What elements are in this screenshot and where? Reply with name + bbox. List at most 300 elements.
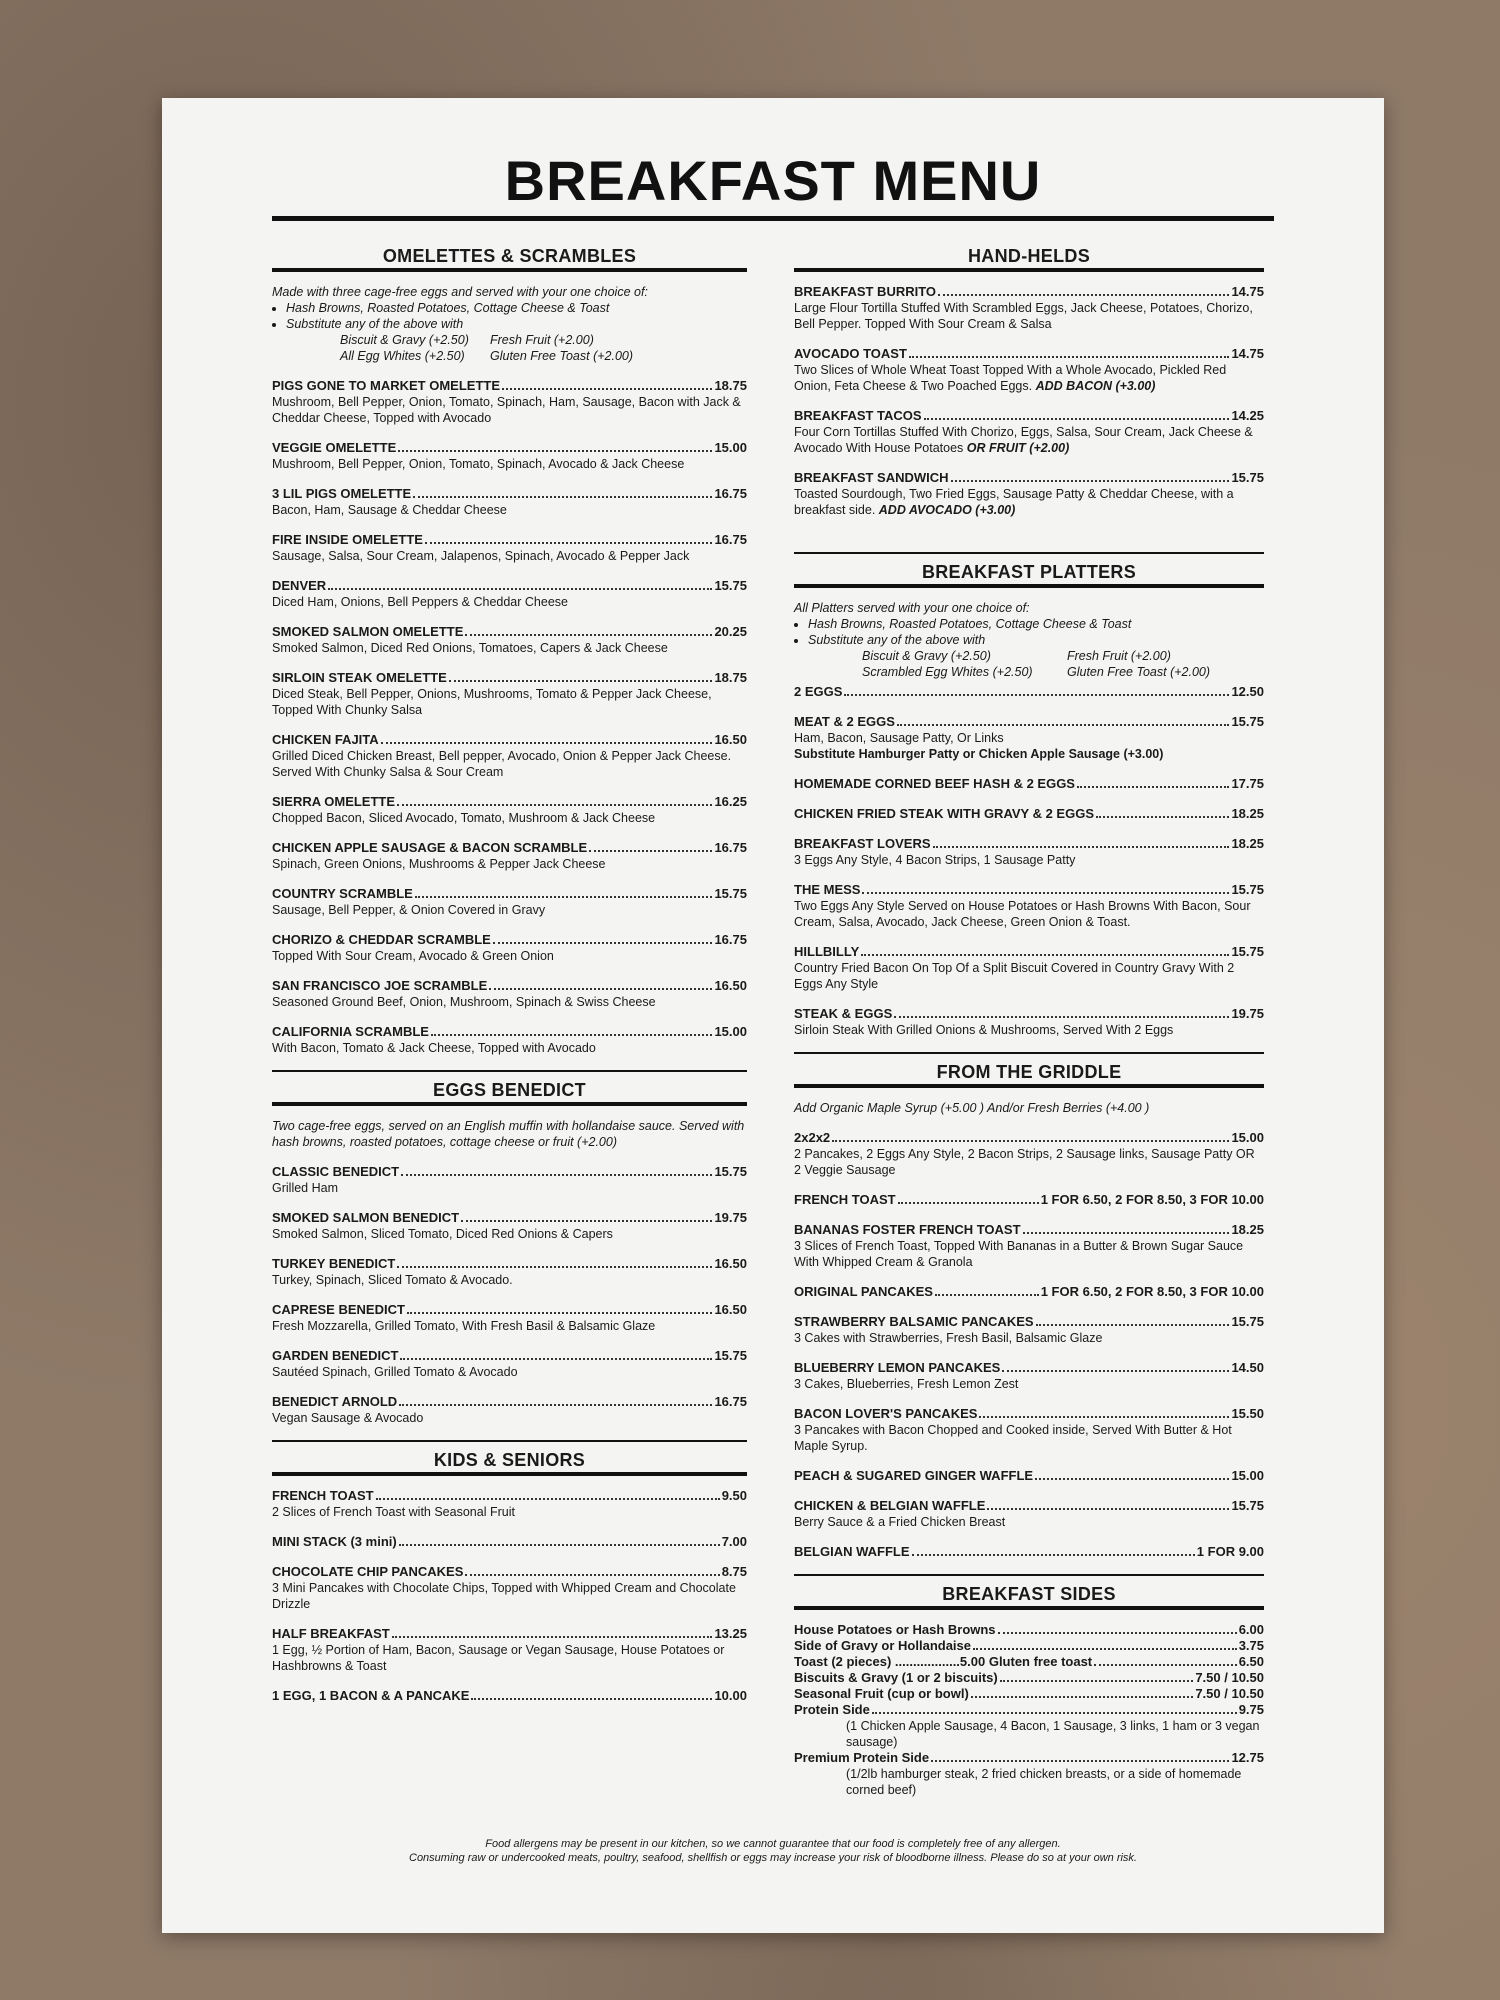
item-name: Toast (2 pieces) ..................5.00 Gluten free toast <box>794 1654 1093 1669</box>
item-name: SIERRA OMELETTE <box>272 794 396 809</box>
item-description-text: Four Corn Tortillas Stuffed With Chorizo, Eggs, Salsa, Sour Cream, Jack Cheese & Avocado With House Potatoes <box>794 425 1253 455</box>
item-name: FRENCH TOAST <box>794 1192 896 1207</box>
item-price: 16.75 <box>714 1394 747 1409</box>
menu-item <box>272 1210 747 1242</box>
griddle-note: Add Organic Maple Syrup (+5.00 ) And/or Fresh Berries (+4.00 ) <box>794 1101 1150 1115</box>
section-heading: BREAKFAST PLATTERS <box>794 552 1264 588</box>
item-name: BREAKFAST SANDWICH <box>794 470 949 485</box>
menu-item <box>272 1626 747 1674</box>
benedict-note: Two cage-free eggs, served on an English muffin with hollandaise sauce. Served with hash browns, roasted potatoes, cottage cheese or fruit (+2.00) <box>272 1119 745 1149</box>
item-name: CHICKEN FAJITA <box>272 732 379 747</box>
dot-leader <box>425 532 712 544</box>
item-description-text: Sirloin Steak With Grilled Onions & Mushrooms, Served With 2 Eggs <box>794 1023 1174 1037</box>
item-header <box>272 486 747 502</box>
item-name: VEGGIE OMELETTE <box>272 440 397 455</box>
item-name: FRENCH TOAST <box>272 1488 374 1503</box>
dot-leader <box>461 1210 712 1222</box>
item-header <box>794 1130 1264 1146</box>
item-description-text: Smoked Salmon, Diced Red Onions, Tomatoes, Capers & Jack Cheese <box>272 641 668 655</box>
item-price: 16.75 <box>714 932 747 947</box>
dot-leader <box>449 670 713 682</box>
dot-leader <box>431 1024 713 1036</box>
item-description <box>272 502 747 518</box>
item-description-text: Spinach, Green Onions, Mushrooms & Pepper Jack Cheese <box>272 857 606 871</box>
section-heading: FROM THE GRIDDLE <box>794 1052 1264 1088</box>
menu-item <box>272 840 747 872</box>
right-column <box>794 238 1264 1798</box>
item-description <box>272 1040 747 1056</box>
item-name: CHICKEN APPLE SAUSAGE & BACON SCRAMBLE <box>272 840 588 855</box>
dot-leader <box>862 882 1229 894</box>
item-description-text: Diced Steak, Bell Pepper, Onions, Mushrooms, Tomato & Pepper Jack Cheese, Topped With Chunky Salsa <box>272 687 712 717</box>
item-header <box>794 1544 1264 1560</box>
item-header <box>794 714 1264 730</box>
item-price: 15.00 <box>714 440 747 455</box>
menu-item <box>794 1406 1264 1454</box>
item-header <box>272 1394 747 1410</box>
menu-item <box>794 684 1264 700</box>
item-description-text: Fresh Mozzarella, Grilled Tomato, With Fresh Basil & Balsamic Glaze <box>272 1319 656 1333</box>
dot-leader <box>399 1394 712 1406</box>
item-price: 16.50 <box>714 1256 747 1271</box>
item-price: 12.50 <box>1231 684 1264 699</box>
dot-leader <box>861 944 1229 956</box>
item-price: 20.25 <box>714 624 747 639</box>
item-description <box>272 810 747 826</box>
item-header <box>272 732 747 748</box>
menu-item <box>794 470 1264 518</box>
item-price: 6.50 <box>1238 1654 1264 1669</box>
item-description <box>794 1238 1264 1270</box>
item-price: 1 FOR 6.50, 2 FOR 8.50, 3 FOR 10.00 <box>1040 1192 1264 1207</box>
item-price: 15.75 <box>1231 1314 1264 1329</box>
item-header <box>794 1406 1264 1422</box>
menu-item <box>794 408 1264 456</box>
item-description <box>794 300 1264 332</box>
dot-leader <box>407 1302 713 1314</box>
item-header <box>794 1622 1264 1638</box>
item-price: 15.75 <box>1231 470 1264 485</box>
item-header <box>272 440 747 456</box>
dot-leader <box>912 1544 1195 1556</box>
dot-leader <box>589 840 712 852</box>
item-header <box>272 1626 747 1642</box>
item-price: 12.75 <box>1231 1750 1264 1765</box>
item-name: BREAKFAST BURRITO <box>794 284 937 299</box>
menu-item <box>794 1360 1264 1392</box>
item-header <box>794 470 1264 486</box>
item-description-text: Large Flour Tortilla Stuffed With Scrambled Eggs, Jack Cheese, Potatoes, Chorizo, Bell Pepper. Topped With Sour Cream & Salsa <box>794 301 1253 331</box>
menu-item <box>272 378 747 426</box>
item-name: PEACH & SUGARED GINGER WAFFLE <box>794 1468 1034 1483</box>
item-header <box>272 624 747 640</box>
item-description-text: (1 Chicken Apple Sausage, 4 Bacon, 1 Sausage, 3 links, 1 ham or 3 vegan sausage) <box>846 1719 1260 1749</box>
item-description <box>272 1410 747 1426</box>
dot-leader <box>400 1348 712 1360</box>
item-header <box>794 1702 1264 1718</box>
allergen-footer <box>162 1837 1384 1865</box>
dot-leader <box>898 1192 1039 1204</box>
item-price: 16.50 <box>714 1302 747 1317</box>
item-price: 7.00 <box>721 1534 747 1549</box>
item-addon: ADD AVOCADO (+3.00) <box>878 503 1016 517</box>
dot-leader <box>328 578 712 590</box>
footer-line: Food allergens may be present in our kitchen, so we cannot guarantee that our food is completely free of any allergen. <box>485 1838 1061 1850</box>
item-price: 15.75 <box>1231 944 1264 959</box>
item-name: Biscuits & Gravy (1 or 2 biscuits) <box>794 1670 998 1685</box>
menu-item <box>794 1686 1264 1702</box>
item-description <box>272 856 747 872</box>
menu-item <box>794 1622 1264 1638</box>
item-description-text: 1 Egg, ½ Portion of Ham, Bacon, Sausage or Vegan Sausage, House Potatoes or Hashbrowns & Toast <box>272 1643 725 1673</box>
menu-item <box>794 284 1264 332</box>
item-description <box>794 362 1264 394</box>
menu-item <box>794 806 1264 822</box>
item-description-text: Ham, Bacon, Sausage Patty, Or Links <box>794 731 1004 745</box>
dot-leader <box>1000 1670 1194 1682</box>
item-name: COUNTRY SCRAMBLE <box>272 886 413 901</box>
item-description <box>794 1022 1264 1038</box>
item-description-text: 2 Pancakes, 2 Eggs Any Style, 2 Bacon Strips, 2 Sausage links, Sausage Patty OR 2 Veggie Sausage <box>794 1147 1255 1177</box>
item-addon: Substitute Hamburger Patty or Chicken Apple Sausage (+3.00) <box>794 747 1164 761</box>
item-description-text: Topped With Sour Cream, Avocado & Green Onion <box>272 949 554 963</box>
note-bullets <box>794 616 1264 648</box>
item-price: 16.75 <box>714 532 747 547</box>
item-header <box>794 1498 1264 1514</box>
menu-item <box>794 714 1264 762</box>
menu-item <box>794 1222 1264 1270</box>
item-description <box>794 730 1264 762</box>
item-price: 16.75 <box>714 840 747 855</box>
item-header <box>794 284 1264 300</box>
item-header <box>794 684 1264 700</box>
item-header <box>272 1688 747 1704</box>
dot-leader <box>933 836 1230 848</box>
item-description <box>272 548 747 564</box>
item-header <box>794 1360 1264 1376</box>
item-name: SAN FRANCISCO JOE SCRAMBLE <box>272 978 488 993</box>
item-name: HOMEMADE CORNED BEEF HASH & 2 EGGS <box>794 776 1075 791</box>
item-header <box>794 806 1264 822</box>
item-price: 10.00 <box>714 1688 747 1703</box>
item-description-text: Berry Sauce & a Fried Chicken Breast <box>794 1515 1006 1529</box>
item-price: 15.00 <box>1231 1468 1264 1483</box>
griddle-list <box>794 1130 1264 1560</box>
item-description-text: Sausage, Salsa, Sour Cream, Jalapenos, Spinach, Avocado & Pepper Jack <box>272 549 690 563</box>
dot-leader <box>502 378 712 390</box>
sides-list <box>794 1622 1264 1798</box>
dot-leader <box>909 346 1230 358</box>
item-name: GARDEN BENEDICT <box>272 1348 399 1363</box>
item-header <box>794 1314 1264 1330</box>
item-header <box>272 1564 747 1580</box>
item-name: BREAKFAST LOVERS <box>794 836 931 851</box>
item-header <box>794 1222 1264 1238</box>
item-price: 14.25 <box>1231 408 1264 423</box>
item-header <box>794 836 1264 852</box>
item-name: BELGIAN WAFFLE <box>794 1544 910 1559</box>
item-description-text: 3 Eggs Any Style, 4 Bacon Strips, 1 Sausage Patty <box>794 853 1076 867</box>
note-intro: Made with three cage-free eggs and served with your one choice of: <box>272 285 648 299</box>
item-price: 7.50 / 10.50 <box>1195 1686 1264 1701</box>
substitute-options <box>794 648 1264 680</box>
dot-leader <box>931 1750 1229 1762</box>
item-name: SIRLOIN STEAK OMELETTE <box>272 670 447 685</box>
item-price: 1 FOR 6.50, 2 FOR 8.50, 3 FOR 10.00 <box>1040 1284 1264 1299</box>
item-name: CALIFORNIA SCRAMBLE <box>272 1024 429 1039</box>
item-header <box>794 1638 1264 1654</box>
menu-item <box>794 1006 1264 1038</box>
item-description-text: 3 Slices of French Toast, Topped With Bananas in a Butter & Brown Sugar Sauce With Whipped Cream & Granola <box>794 1239 1244 1269</box>
note-intro: All Platters served with your one choice of: <box>794 601 1030 615</box>
menu-item <box>794 882 1264 930</box>
menu-item <box>272 1348 747 1380</box>
dot-leader <box>973 1638 1237 1650</box>
item-description-text: 3 Pancakes with Bacon Chopped and Cooked inside, Served With Butter & Hot Maple Syrup. <box>794 1423 1232 1453</box>
item-header <box>272 1488 747 1504</box>
item-header <box>794 1670 1264 1686</box>
item-name: THE MESS <box>794 882 861 897</box>
item-description <box>794 424 1264 456</box>
dot-leader <box>924 408 1230 420</box>
item-description <box>272 1642 747 1674</box>
item-description-text: Turkey, Spinach, Sliced Tomato & Avocado. <box>272 1273 513 1287</box>
menu-item <box>272 1302 747 1334</box>
item-name: HALF BREAKFAST <box>272 1626 390 1641</box>
item-description <box>272 686 747 718</box>
item-name: CHOCOLATE CHIP PANCAKES <box>272 1564 464 1579</box>
menu-item <box>794 1544 1264 1560</box>
sub-option: Biscuit & Gravy (+2.50) <box>862 649 991 663</box>
item-price: 15.75 <box>714 578 747 593</box>
item-description <box>272 1580 747 1612</box>
menu-item <box>272 1024 747 1056</box>
item-price: 6.00 <box>1238 1622 1264 1637</box>
menu-item <box>794 1192 1264 1208</box>
item-price: 16.25 <box>714 794 747 809</box>
dot-leader <box>392 1626 713 1638</box>
item-price: 18.25 <box>1231 806 1264 821</box>
section-heading: OMELETTES & SCRAMBLES <box>272 238 747 272</box>
item-name: MEAT & 2 EGGS <box>794 714 895 729</box>
item-description-text: 3 Cakes, Blueberries, Fresh Lemon Zest <box>794 1377 1019 1391</box>
item-name: BANANAS FOSTER FRENCH TOAST <box>794 1222 1021 1237</box>
item-name: AVOCADO TOAST <box>794 346 907 361</box>
item-name: Seasonal Fruit (cup or bowl) <box>794 1686 969 1701</box>
item-price: 7.50 / 10.50 <box>1195 1670 1264 1685</box>
dot-leader <box>381 732 713 744</box>
footer-line: Consuming raw or undercooked meats, poultry, seafood, shellfish or eggs may increase your risk of bloodborne illness. Please do so at your own risk. <box>409 1852 1137 1864</box>
item-price: 13.25 <box>714 1626 747 1641</box>
item-description <box>272 394 747 426</box>
item-description <box>272 748 747 780</box>
dot-leader <box>376 1488 720 1500</box>
item-description <box>794 1146 1264 1178</box>
item-description <box>794 898 1264 930</box>
item-price: 15.75 <box>714 1164 747 1179</box>
item-description-text: With Bacon, Tomato & Jack Cheese, Topped with Avocado <box>272 1041 596 1055</box>
item-description <box>794 486 1264 518</box>
dot-leader <box>1035 1468 1229 1480</box>
item-price: 15.75 <box>1231 1498 1264 1513</box>
item-header <box>272 794 747 810</box>
dot-leader <box>398 440 712 452</box>
item-description <box>272 1272 747 1288</box>
item-price: 14.75 <box>1231 346 1264 361</box>
dot-leader <box>1096 806 1229 818</box>
item-price: 15.50 <box>1231 1406 1264 1421</box>
item-description-text: (1/2lb hamburger steak, 2 fried chicken breasts, or a side of homemade corned beef) <box>846 1767 1242 1797</box>
item-header <box>794 1468 1264 1484</box>
menu-item <box>272 1256 747 1288</box>
dot-leader <box>489 978 712 990</box>
menu-item <box>794 1468 1264 1484</box>
dot-leader <box>1036 1314 1230 1326</box>
item-description <box>272 640 747 656</box>
dot-leader <box>465 624 712 636</box>
item-description-text: Grilled Diced Chicken Breast, Bell pepper, Avocado, Onion & Pepper Jack Cheese. Served With Chunky Salsa & Sour Cream <box>272 749 732 779</box>
item-name: STRAWBERRY BALSAMIC PANCAKES <box>794 1314 1034 1329</box>
item-header <box>272 578 747 594</box>
item-name: SMOKED SALMON OMELETTE <box>272 624 464 639</box>
item-price: 16.50 <box>714 978 747 993</box>
menu-item <box>272 932 747 964</box>
section-heading: EGGS BENEDICT <box>272 1070 747 1106</box>
item-header <box>794 1006 1264 1022</box>
item-description-text: Sausage, Bell Pepper, & Onion Covered in Gravy <box>272 903 546 917</box>
item-header <box>794 944 1264 960</box>
item-description <box>794 1422 1264 1454</box>
item-description <box>272 594 747 610</box>
item-price: 19.75 <box>714 1210 747 1225</box>
item-description-text: Vegan Sausage & Avocado <box>272 1411 424 1425</box>
item-description-text: Grilled Ham <box>272 1181 338 1195</box>
item-price: 14.50 <box>1231 1360 1264 1375</box>
item-name: CLASSIC BENEDICT <box>272 1164 400 1179</box>
menu-item <box>794 1498 1264 1530</box>
item-name: Premium Protein Side <box>794 1750 930 1765</box>
item-price: 15.00 <box>1231 1130 1264 1145</box>
item-description-text: Diced Ham, Onions, Bell Peppers & Cheddar Cheese <box>272 595 568 609</box>
menu-title: BREAKFAST MENU <box>504 149 1042 212</box>
item-price: 14.75 <box>1231 284 1264 299</box>
item-header <box>794 1654 1264 1670</box>
menu-sheet <box>162 98 1384 1933</box>
item-name: BENEDICT ARNOLD <box>272 1394 398 1409</box>
item-header <box>272 1302 747 1318</box>
menu-item <box>794 1284 1264 1300</box>
menu-item <box>272 1164 747 1196</box>
item-price: 3.75 <box>1238 1638 1264 1653</box>
item-header <box>272 378 747 394</box>
dot-leader <box>397 1256 712 1268</box>
menu-item <box>272 1488 747 1520</box>
menu-item <box>272 1564 747 1612</box>
item-addon: ADD BACON (+3.00) <box>1035 379 1156 393</box>
item-description-text: Smoked Salmon, Sliced Tomato, Diced Red Onions & Capers <box>272 1227 613 1241</box>
item-name: CAPRESE BENEDICT <box>272 1302 405 1317</box>
menu-item <box>794 836 1264 868</box>
menu-item <box>794 1670 1264 1686</box>
item-name: SMOKED SALMON BENEDICT <box>272 1210 460 1225</box>
dot-leader <box>401 1164 712 1176</box>
item-name: CHORIZO & CHEDDAR SCRAMBLE <box>272 932 491 947</box>
kids-list <box>272 1488 747 1704</box>
item-price: 19.75 <box>1231 1006 1264 1021</box>
menu-item <box>794 1702 1264 1750</box>
item-description <box>794 960 1264 992</box>
item-price: 16.75 <box>714 486 747 501</box>
item-header <box>272 1024 747 1040</box>
dot-leader <box>413 486 712 498</box>
item-header <box>794 1750 1264 1766</box>
dot-leader <box>399 1534 720 1546</box>
item-header <box>272 1534 747 1550</box>
note-bullets <box>272 300 747 332</box>
dot-leader <box>897 714 1230 726</box>
dot-leader <box>872 1702 1237 1714</box>
item-price: 15.75 <box>1231 882 1264 897</box>
item-header <box>272 1256 747 1272</box>
menu-item <box>272 886 747 918</box>
item-header <box>272 932 747 948</box>
dot-leader <box>938 284 1229 296</box>
item-price: 1 FOR 9.00 <box>1196 1544 1264 1559</box>
dot-leader <box>1077 776 1229 788</box>
item-description-text: Two Slices of Whole Wheat Toast Topped With a Whole Avocado, Pickled Red Onion, Feta Cheese & Two Poached Eggs. <box>794 363 1227 393</box>
dot-leader <box>832 1130 1229 1142</box>
item-description <box>272 1226 747 1242</box>
dot-leader <box>935 1284 1039 1296</box>
dot-leader <box>1023 1222 1230 1234</box>
item-description-text: Bacon, Ham, Sausage & Cheddar Cheese <box>272 503 507 517</box>
note-bullet: • Hash Browns, Roasted Potatoes, Cottage Cheese & Toast <box>808 616 1264 632</box>
omelettes-note <box>272 284 747 364</box>
item-name: Protein Side <box>794 1702 870 1717</box>
platters-list <box>794 684 1264 1038</box>
item-description-text: 3 Mini Pancakes with Chocolate Chips, Topped with Whipped Cream and Chocolate Drizzle <box>272 1581 736 1611</box>
title-divider <box>272 216 1274 221</box>
dot-leader <box>971 1686 1194 1698</box>
menu-item <box>272 532 747 564</box>
item-header <box>794 346 1264 362</box>
menu-item <box>794 944 1264 992</box>
item-price: 15.00 <box>714 1024 747 1039</box>
item-description <box>794 1718 1264 1750</box>
menu-item <box>794 776 1264 792</box>
item-name: 2x2x2 <box>794 1130 831 1145</box>
item-price: 8.75 <box>721 1564 747 1579</box>
sub-option: Scrambled Egg Whites (+2.50) <box>862 665 1033 679</box>
item-price: 15.75 <box>714 1348 747 1363</box>
item-description-text: Toasted Sourdough, Two Fried Eggs, Sausage Patty & Cheddar Cheese, with a breakfast side. <box>794 487 1234 517</box>
item-name: BREAKFAST TACOS <box>794 408 922 423</box>
item-name: STEAK & EGGS <box>794 1006 893 1021</box>
item-header <box>794 1192 1264 1208</box>
item-description <box>272 456 747 472</box>
dot-leader <box>465 1564 719 1576</box>
item-price: 18.25 <box>1231 836 1264 851</box>
menu-item <box>272 732 747 780</box>
menu-item <box>794 1638 1264 1654</box>
item-name: Side of Gravy or Hollandaise <box>794 1638 971 1653</box>
menu-item <box>272 1394 747 1426</box>
item-header <box>272 886 747 902</box>
sub-option: Fresh Fruit (+2.00) <box>490 333 594 347</box>
item-header <box>272 1348 747 1364</box>
dot-leader <box>998 1622 1237 1634</box>
menu-item <box>794 1130 1264 1178</box>
